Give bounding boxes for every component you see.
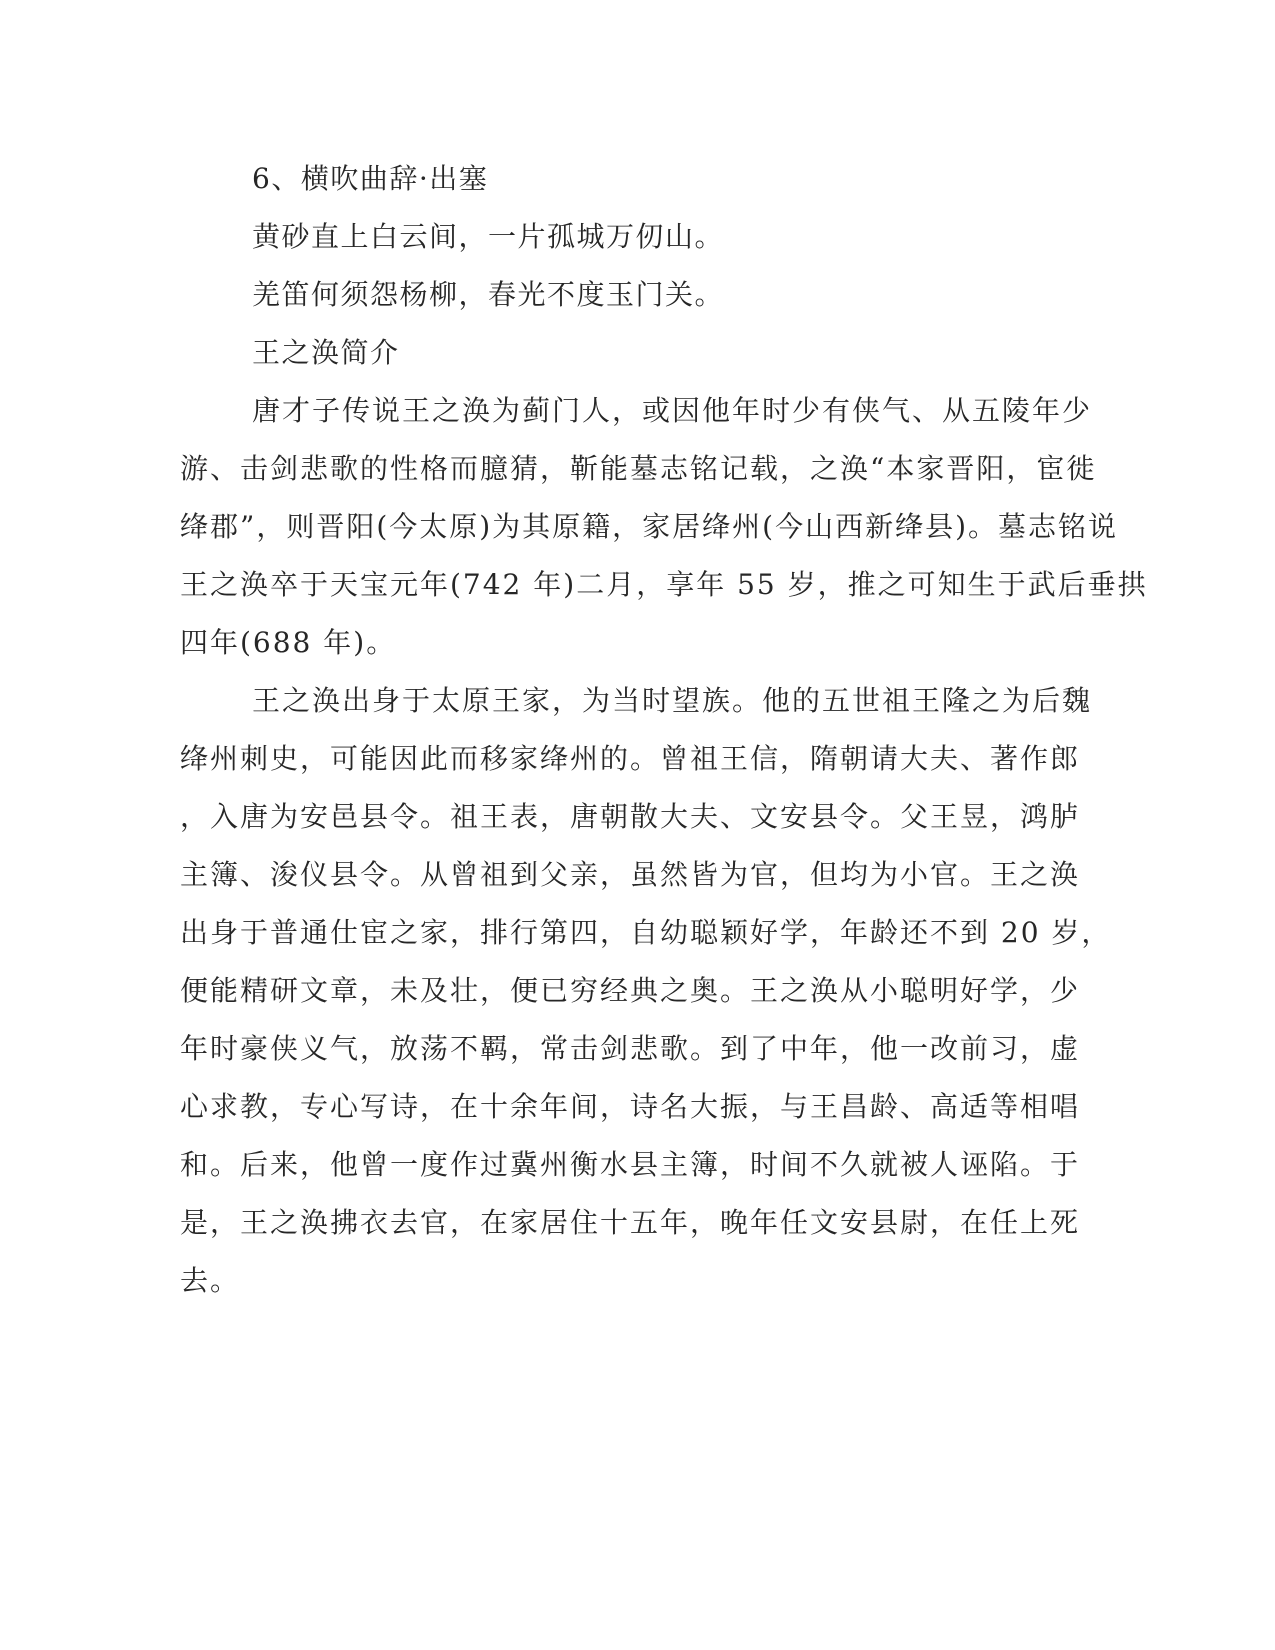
bio-heading: 王之涣简介 — [252, 336, 400, 369]
bio-paragraph-1 — [180, 382, 1148, 672]
paragraph-line: 便能精研文章，未及壮，便已穷经典之奥。王之涣从小聪明好学，少 — [180, 974, 1081, 1007]
paragraph-line: 绛州刺史，可能因此而移家绛州的。曾祖王信，隋朝请大夫、著作郎 — [180, 742, 1081, 775]
poem-title: 6、横吹曲辞·出塞 — [252, 162, 489, 195]
paragraph-line: 绛郡”，则晋阳(今太原)为其原籍，家居绛州(今山西新绛县)。墓志铭说 — [180, 510, 1119, 543]
paragraph-line: 去。 — [180, 1264, 241, 1297]
poem-line-2: 羌笛何须怨杨柳，春光不度玉门关。 — [252, 278, 725, 311]
paragraph-line: 唐才子传说王之涣为蓟门人，或因他年时少有侠气、从五陵年少 — [252, 394, 1093, 427]
paragraph-line: 主簿、浚仪县令。从曾祖到父亲，虽然皆为官，但均为小官。王之涣 — [180, 858, 1081, 891]
paragraph-line: 和。后来，他曾一度作过冀州衡水县主簿，时间不久就被人诬陷。于 — [180, 1148, 1081, 1181]
paragraph-line: 王之涣卒于天宝元年(742 年)二月，享年 55 岁，推之可知生于武后垂拱 — [180, 568, 1148, 601]
poem-line-1: 黄砂直上白云间，一片孤城万仞山。 — [252, 220, 725, 253]
paragraph-line: 王之涣出身于太原王家，为当时望族。他的五世祖王隆之为后魏 — [252, 684, 1093, 717]
bio-paragraph-2 — [180, 672, 1112, 1310]
paragraph-line: 游、击剑悲歌的性格而臆猜，靳能墓志铭记载，之涣“本家晋阳，宦徙 — [180, 452, 1097, 485]
paragraph-line: 心求教，专心写诗，在十余年间，诗名大振，与王昌龄、高适等相唱 — [180, 1090, 1081, 1123]
paragraph-line: 年时豪侠义气，放荡不羁，常击剑悲歌。到了中年，他一改前习，虚 — [180, 1032, 1081, 1065]
document-content — [180, 150, 1148, 1310]
paragraph-line: 出身于普通仕宦之家，排行第四，自幼聪颖好学，年龄还不到 20 岁， — [180, 916, 1112, 949]
paragraph-line: 四年(688 年)。 — [180, 626, 397, 659]
paragraph-line: 是，王之涣拂衣去官，在家居住十五年，晚年任文安县尉，在任上死 — [180, 1206, 1081, 1239]
paragraph-line: ，入唐为安邑县令。祖王表，唐朝散大夫、文安县令。父王昱，鸿胪 — [180, 800, 1081, 833]
